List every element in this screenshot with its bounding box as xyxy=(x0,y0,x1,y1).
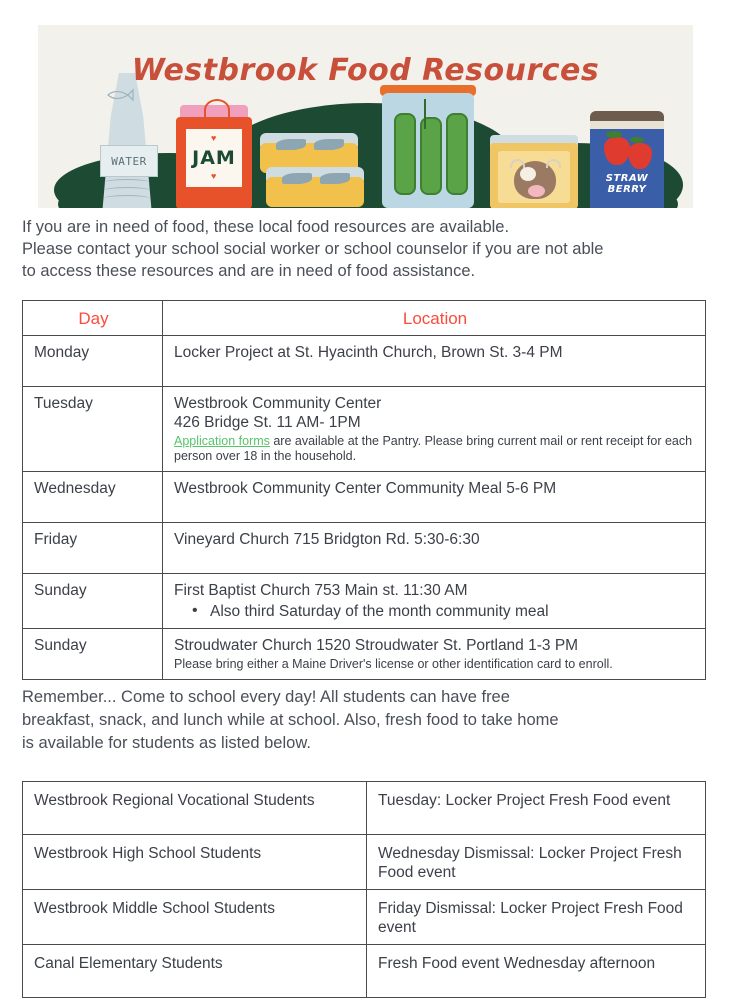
remember-line-3: is available for students as listed below. xyxy=(22,734,311,752)
remember-paragraph xyxy=(22,686,708,755)
strawberry-leaf-icon xyxy=(606,131,622,138)
table-row xyxy=(23,629,706,680)
table-row xyxy=(23,472,706,523)
table-row xyxy=(23,387,706,472)
table-row xyxy=(23,523,706,574)
location-line-1: First Baptist Church 753 Main st. 11:30 AM xyxy=(174,582,468,599)
cell-location xyxy=(163,629,706,680)
cell-student-group: Westbrook High School Students xyxy=(23,835,367,890)
cell-day: Friday xyxy=(23,523,163,574)
cell-event: Wednesday Dismissal: Locker Project Fresh Food event xyxy=(367,835,706,890)
strawberry-label-line2: BERRY xyxy=(607,184,647,195)
table-row xyxy=(23,945,706,998)
remember-line-2: breakfast, snack, and lunch while at school. Also, fresh food to take home xyxy=(22,711,559,729)
pickle-icon xyxy=(394,113,416,195)
food-resources-schedule-table xyxy=(22,300,706,680)
cow-horn-icon xyxy=(546,159,561,168)
sardine-icon xyxy=(320,173,350,184)
cell-student-group: Westbrook Middle School Students xyxy=(23,890,367,945)
location-line-1: Stroudwater Church 1520 Stroudwater St. Portland 1-3 PM xyxy=(174,637,579,654)
table-row xyxy=(23,890,706,945)
dill-sprig-icon xyxy=(424,99,426,129)
student-fresh-food-table xyxy=(22,781,706,998)
location-line-2: 426 Bridge St. 11 AM- 1PM xyxy=(174,414,361,431)
cell-student-group: Westbrook Regional Vocational Students xyxy=(23,782,367,835)
cell-event: Tuesday: Locker Project Fresh Food event xyxy=(367,782,706,835)
cell-day: Sunday xyxy=(23,629,163,680)
intro-line-1: If you are in need of food, these local food resources are available. xyxy=(22,218,510,236)
green-ground xyxy=(58,180,678,208)
remember-line-1: Remember... Come to school every day! All students can have free xyxy=(22,688,510,706)
cow-snout-icon xyxy=(528,185,545,197)
location-bullet: • Also third Saturday of the month community meal xyxy=(210,602,696,621)
strawberry-can-rim-icon xyxy=(590,121,664,129)
intro-line-2: Please contact your school social worker or school counselor if you are not able xyxy=(22,240,604,258)
cell-location: Vineyard Church 715 Bridgton Rd. 5:30-6:30 xyxy=(163,523,706,574)
intro-line-3: to access these resources and are in need of food assistance. xyxy=(22,262,476,280)
sardine-icon xyxy=(314,139,344,150)
location-note xyxy=(174,434,696,464)
pickle-icon xyxy=(446,113,468,195)
table-row xyxy=(23,782,706,835)
cell-day: Monday xyxy=(23,336,163,387)
cell-location: Locker Project at St. Hyacinth Church, Brown St. 3-4 PM xyxy=(163,336,706,387)
water-wave-line xyxy=(104,179,150,186)
jam-jar-label: JAM xyxy=(186,129,242,187)
cell-event: Friday Dismissal: Locker Project Fresh Food event xyxy=(367,890,706,945)
cow-spot-icon xyxy=(520,167,536,181)
table-header-row xyxy=(23,301,706,336)
column-header-location: Location xyxy=(163,301,706,336)
cell-location xyxy=(163,574,706,629)
cell-student-group: Canal Elementary Students xyxy=(23,945,367,998)
header-illustration xyxy=(38,25,693,208)
cell-day: Tuesday xyxy=(23,387,163,472)
cell-day: Wednesday xyxy=(23,472,163,523)
heart-icon: ♥ xyxy=(211,133,217,143)
table-row xyxy=(23,835,706,890)
intro-paragraph xyxy=(22,216,702,282)
water-bottle-label: WATER xyxy=(100,145,158,177)
sardine-tin-icon xyxy=(266,177,364,207)
heart-icon: ♥ xyxy=(211,171,217,181)
strawberry-label-line1: STRAW xyxy=(605,173,649,184)
table-row xyxy=(23,336,706,387)
column-header-day: Day xyxy=(23,301,163,336)
sardine-icon xyxy=(282,173,312,184)
fish-sketch-icon xyxy=(106,87,134,103)
strawberry-leaf-icon xyxy=(630,137,644,143)
cell-location xyxy=(163,387,706,472)
sardine-icon xyxy=(276,139,306,150)
cell-day: Sunday xyxy=(23,574,163,629)
strawberry-can-label xyxy=(594,173,660,195)
cell-location: Westbrook Community Center Community Meal 5-6 PM xyxy=(163,472,706,523)
cell-event: Fresh Food event Wednesday afternoon xyxy=(367,945,706,998)
page-title: Westbrook Food Resources xyxy=(131,53,600,88)
location-line-1: Westbrook Community Center xyxy=(174,395,382,412)
jam-ribbon-icon xyxy=(204,99,230,121)
location-note-text: are available at the Pantry. Please bring current mail or rent receipt for each person over 18 in the household. xyxy=(174,434,693,463)
cow-horn-icon xyxy=(510,159,525,168)
table-row xyxy=(23,574,706,629)
application-forms-link[interactable]: Application forms xyxy=(174,434,270,448)
water-wave-line xyxy=(104,195,150,202)
water-wave-line xyxy=(104,187,150,194)
location-note: Please bring either a Maine Driver's license or other identification card to enroll. xyxy=(174,657,613,671)
